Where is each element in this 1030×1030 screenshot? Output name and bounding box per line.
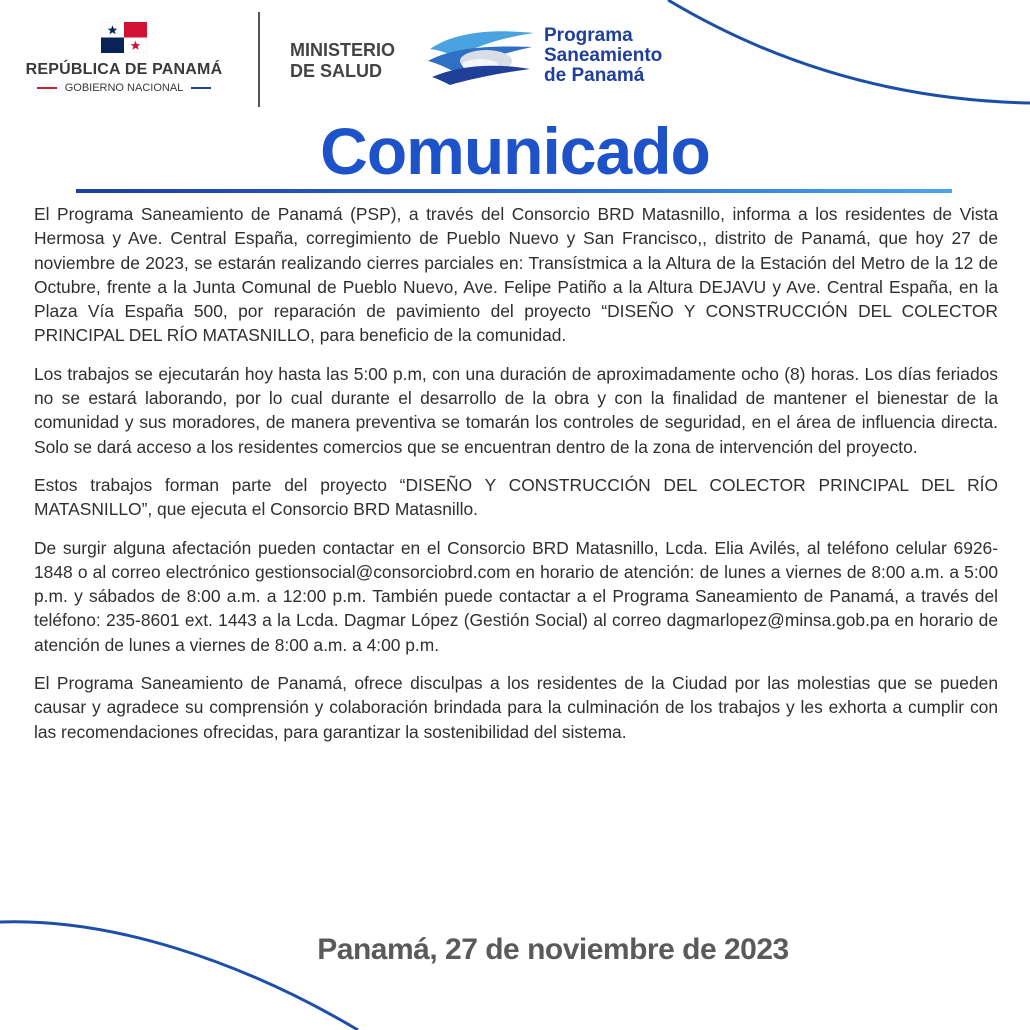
ministry-logo (290, 40, 395, 82)
paragraph-1: El Programa Saneamiento de Panamá (PSP), a través del Consorcio BRD Matasnillo, informa a los residentes de Vista Hermosa y Ave. Central España, corregimiento de Pueblo Nuevo y San Francisco,, distrito de Panamá, que hoy 27 de noviembre de 2023, se estarán realizando cierres parciales en: Transístmica a la Altura de la Estación del Metro de la 12 de Octubre, frente a la Junta Comunal de Pueblo Nuevo, Ave. Felipe Patiño a la Altura DEJAVU y Ave. Central España, en la Plaza Vía España 500, por reparación de pavimiento del proyecto “DISEÑO Y CONSTRUCCIÓN DEL COLECTOR PRINCIPAL DEL RÍO MATASNILLO, para beneficio de la comunidad. (34, 204, 998, 346)
communique-date: Panamá, 27 de noviembre de 2023 (317, 933, 789, 966)
paragraph-5: El Programa Saneamiento de Panamá, ofrece disculpas a los residentes de la Ciudad por las molestias que se pueden causar y agradece su comprensión y colaboración brindada para la culminación de los trabajos y les exhorta a cumplir con las recomendaciones ofrecidas, para garantizar la sostenibilidad del sistema. (34, 673, 998, 742)
government-subtitle: GOBIERNO NACIONAL (64, 82, 184, 94)
communique-body (34, 202, 998, 758)
program-logo-text (544, 26, 662, 86)
program-line-3: de Panamá (544, 65, 645, 86)
program-line-2: Saneamiento (544, 45, 663, 66)
title-underline (76, 189, 952, 193)
dolphin-logo-icon (426, 27, 538, 87)
page-title: Comunicado (320, 114, 710, 188)
red-dash (37, 87, 57, 89)
government-subtitle-row (8, 82, 240, 94)
paragraph-3: Estos trabajos forman parte del proyecto “DISEÑO Y CONSTRUCCIÓN DEL COLECTOR PRINCIPAL DEL RÍO MATASNILLO”, que ejecuta el Consorcio BRD Matasnillo. (34, 474, 998, 520)
paragraph-2: Los trabajos se ejecutarán hoy hasta las 5:00 p.m, con una duración de aproximadamente ocho (8) horas. Los días feriados no se estará laborando, por lo cual durante el desarrollo de la obra y con la finalidad de mantener el bienestar de la comunidad y sus moradores, de manera preventiva se tomarán los controles de seguridad, en el área de influencia directa. Solo se dará acceso a los residentes comercios que se encuentran dentro de la zona de intervención del proyecto. (34, 363, 998, 457)
ministry-line-1: MINISTERIO (290, 40, 396, 60)
government-logo (8, 22, 240, 94)
paragraph-4: De surgir alguna afectación pueden contactar en el Consorcio BRD Matasnillo, Lcda. Elia Avilés, al teléfono celular 6926-1848 o al correo electrónico gestionsocial@consorciobrd.com en horario de atención: de lunes a viernes de 8:00 a.m. a 5:00 p.m. y sábados de 8:00 a.m. a 12:00 p.m. También puede contactar a el Programa Saneamiento de Panamá, a través del teléfono: 235-8601 ext. 1443 a la Lcda. Dagmar López (Gestión Social) al correo dagmarlopez@minsa.gob.pa en horario de atención de lunes a viernes de 8:00 a.m. a 4:00 p.m. (34, 537, 998, 655)
ministry-line-2: DE SALUD (290, 61, 383, 81)
header-divider (258, 12, 260, 107)
blue-dash (191, 87, 211, 89)
government-title: REPÚBLICA DE PANAMÁ (25, 61, 223, 78)
panama-flag-icon (101, 22, 147, 53)
top-right-swoosh (668, 0, 1030, 103)
program-line-1: Programa (544, 25, 633, 46)
